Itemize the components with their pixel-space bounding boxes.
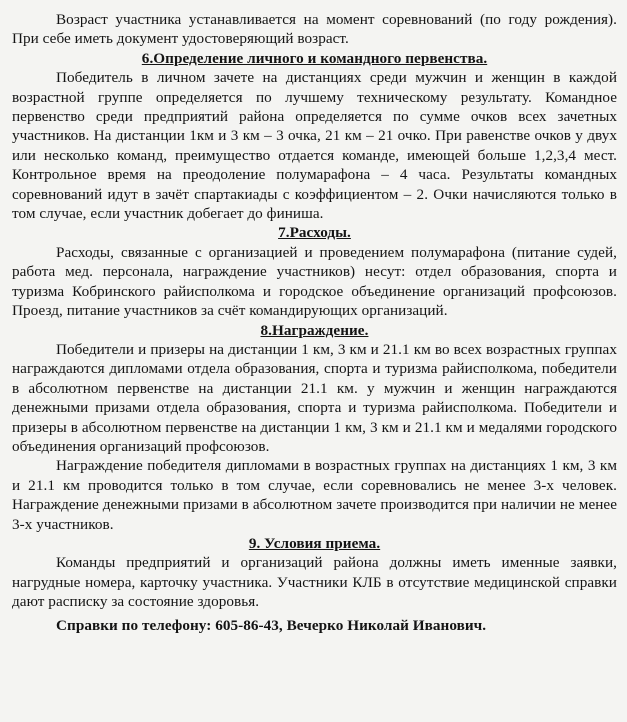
section-9-paragraph: Команды предприятий и организаций района должны иметь именные заявки, нагрудные номера, карточку участника. Участники КЛБ в отсутствие медицинской справки дают расписку за состояние здоровья. (12, 554, 617, 611)
section-7-paragraph: Расходы, связанные с организацией и проведением полумарафона (питание судей, работа мед. персонала, награждение участников) несут: отдел образования, спорта и туризма Кобринского райисполкома и городское объединение организаций профсоюзов. Проезд, питание участников за счёт командирующих организаций. (12, 243, 617, 320)
age-paragraph: Возраст участника устанавливается на момент соревнований (по году рождения). При себе иметь документ удостоверяющий возраст. (12, 11, 617, 48)
section-6-paragraph: Победитель в личном зачете на дистанциях среди мужчин и женщин в каждой возрастной группе определяется по лучшему техническому результату. Командное первенство среди предприятий района определяется по сумме очков всех зачетных участников. На дистанции 1км и 3 км – 3 очка, 21 км – 21 очко. При равенстве очков у двух или несколько команд, преимущество отдается команде, имеющей больше 1,2,3,4 мест. Контрольное время на преодоление полумарафона – 4 часа. Результаты командных соревнований идут в зачёт спартакиады с коэффициентом – 2. Очки начисляются только в том случае, если участник добегает до финиша. (12, 69, 617, 223)
contact-line: Справки по телефону: 605-86-43, Вечерко Николай Иванович. (56, 616, 487, 634)
section-8-heading: 8.Награждение. (260, 321, 369, 339)
section-6-heading: 6.Определение личного и командного первенства. (141, 49, 488, 67)
section-8-paragraph-2: Награждение победителя дипломами в возрастных группах на дистанциях 1 км, 3 км и 21.1 км проводится только в том случае, если соревновались не менее 3-х человек. Награждение денежными призами в абсолютном зачете производится при наличии не менее 3-х участников. (12, 457, 617, 533)
section-9-heading: 9. Условия приема. (248, 534, 381, 552)
section-8-paragraph-1: Победители и призеры на дистанции 1 км, 3 км и 21.1 км во всех возрастных группах награждаются дипломами отдела образования, спорта и туризма райисполкома, победители в абсолютном первенстве на дистанции 21.1 км. у мужчин и женщин награждаются денежными призами отдела образования, спорта и туризма райисполкома. Победители и призеры в абсолютном первенстве на дистанции 1 км, 3 км и 21.1 км и медалями городского объединения организаций профсоюзов. (12, 340, 617, 455)
section-7-heading: 7.Расходы. (278, 224, 351, 242)
